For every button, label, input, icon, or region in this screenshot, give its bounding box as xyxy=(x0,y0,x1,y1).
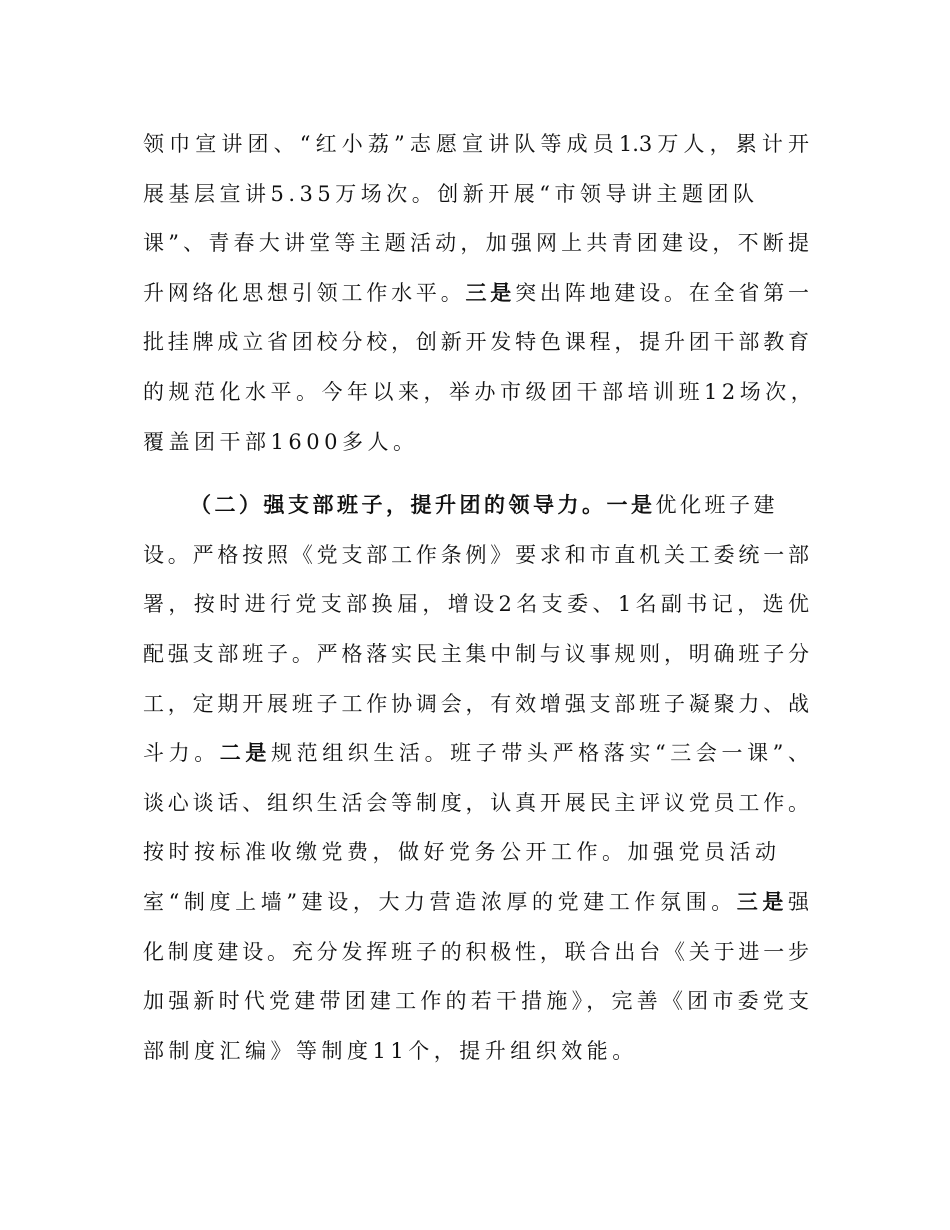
text-segment: 加强新时代党建带团建工作的若干措施》，完善《团市委党支 xyxy=(143,989,809,1014)
bold-text: 三是 xyxy=(736,889,788,914)
document-page xyxy=(143,124,817,1080)
text-segment: 规范组织生活。班子带头严格落实“三会一课”、 xyxy=(271,741,810,766)
text-line xyxy=(143,783,809,833)
text-segment: 领巾宣讲团、“红小荔”志愿宣讲队等成员1.3万人，累计开 xyxy=(143,132,809,156)
text-segment: 化制度建设。充分发挥班子的积极性，联合出台《关于进一步 xyxy=(143,939,809,964)
text-line xyxy=(143,535,809,585)
text-segment: 室“制度上墙”建设，大力营造浓厚的党建工作氛围。 xyxy=(143,889,737,914)
text-line xyxy=(143,124,809,174)
text-line xyxy=(143,322,809,372)
text-line xyxy=(143,981,809,1031)
text-segment: 覆盖团干部1600多人。 xyxy=(143,429,419,454)
text-segment: 工，定期开展班子工作协调会，有效增强支部班子凝聚力、战 xyxy=(143,691,809,716)
text-segment: 配强支部班子。严格落实民主集中制与议事规则，明确班子分 xyxy=(143,641,809,666)
text-segment: 署，按时进行党支部换届，增设2名支委、1名副书记，选优 xyxy=(143,592,809,617)
text-segment: 优化班子建 xyxy=(655,493,778,518)
text-line xyxy=(143,372,817,422)
text-line xyxy=(143,1031,809,1081)
bold-text: 二是 xyxy=(219,741,271,766)
text-segment: 强 xyxy=(788,889,809,914)
text-segment: 突出阵地建设。在全省第一 xyxy=(515,280,810,305)
text-segment: 谈心谈话、组织生活会等制度，认真开展民主评议党员工作。 xyxy=(143,790,809,815)
text-line xyxy=(143,273,809,323)
text-line xyxy=(143,584,809,634)
text-segment: 的规范化水平。今年以来，举办市级团干部培训班12场次， xyxy=(143,379,817,404)
text-line xyxy=(143,223,809,273)
text-line xyxy=(143,634,809,684)
text-line xyxy=(143,932,809,982)
text-segment: 批挂牌成立省团校分校，创新开发特色课程，提升团干部教育 xyxy=(143,330,809,355)
bold-text: （二）强支部班子，提升团的领导力。一是 xyxy=(190,493,656,518)
text-line xyxy=(143,422,809,472)
text-segment: 按时按标准收缴党费，做好党务公开工作。加强党员活动 xyxy=(143,840,781,865)
text-line xyxy=(143,684,809,734)
paragraph xyxy=(143,124,817,471)
text-line xyxy=(143,882,809,932)
section-heading-line xyxy=(143,485,809,535)
text-segment: 展基层宣讲5.35万场次。创新开展“市领导讲主题团队 xyxy=(143,181,759,206)
bold-text: 三是 xyxy=(465,280,516,305)
text-line xyxy=(143,832,809,882)
text-segment: 斗力。 xyxy=(143,741,220,766)
text-line xyxy=(143,174,809,224)
paragraph xyxy=(143,485,809,1080)
text-segment: 升网络化思想引领工作水平。 xyxy=(143,280,466,305)
text-segment: 设。严格按照《党支部工作条例》要求和市直机关工委统一部 xyxy=(143,542,809,567)
text-line xyxy=(143,733,809,783)
text-segment: 部制度汇编》等制度11个，提升组织效能。 xyxy=(143,1038,638,1063)
text-segment: 课”、青春大讲堂等主题活动，加强网上共青团建设，不断提 xyxy=(143,231,809,256)
